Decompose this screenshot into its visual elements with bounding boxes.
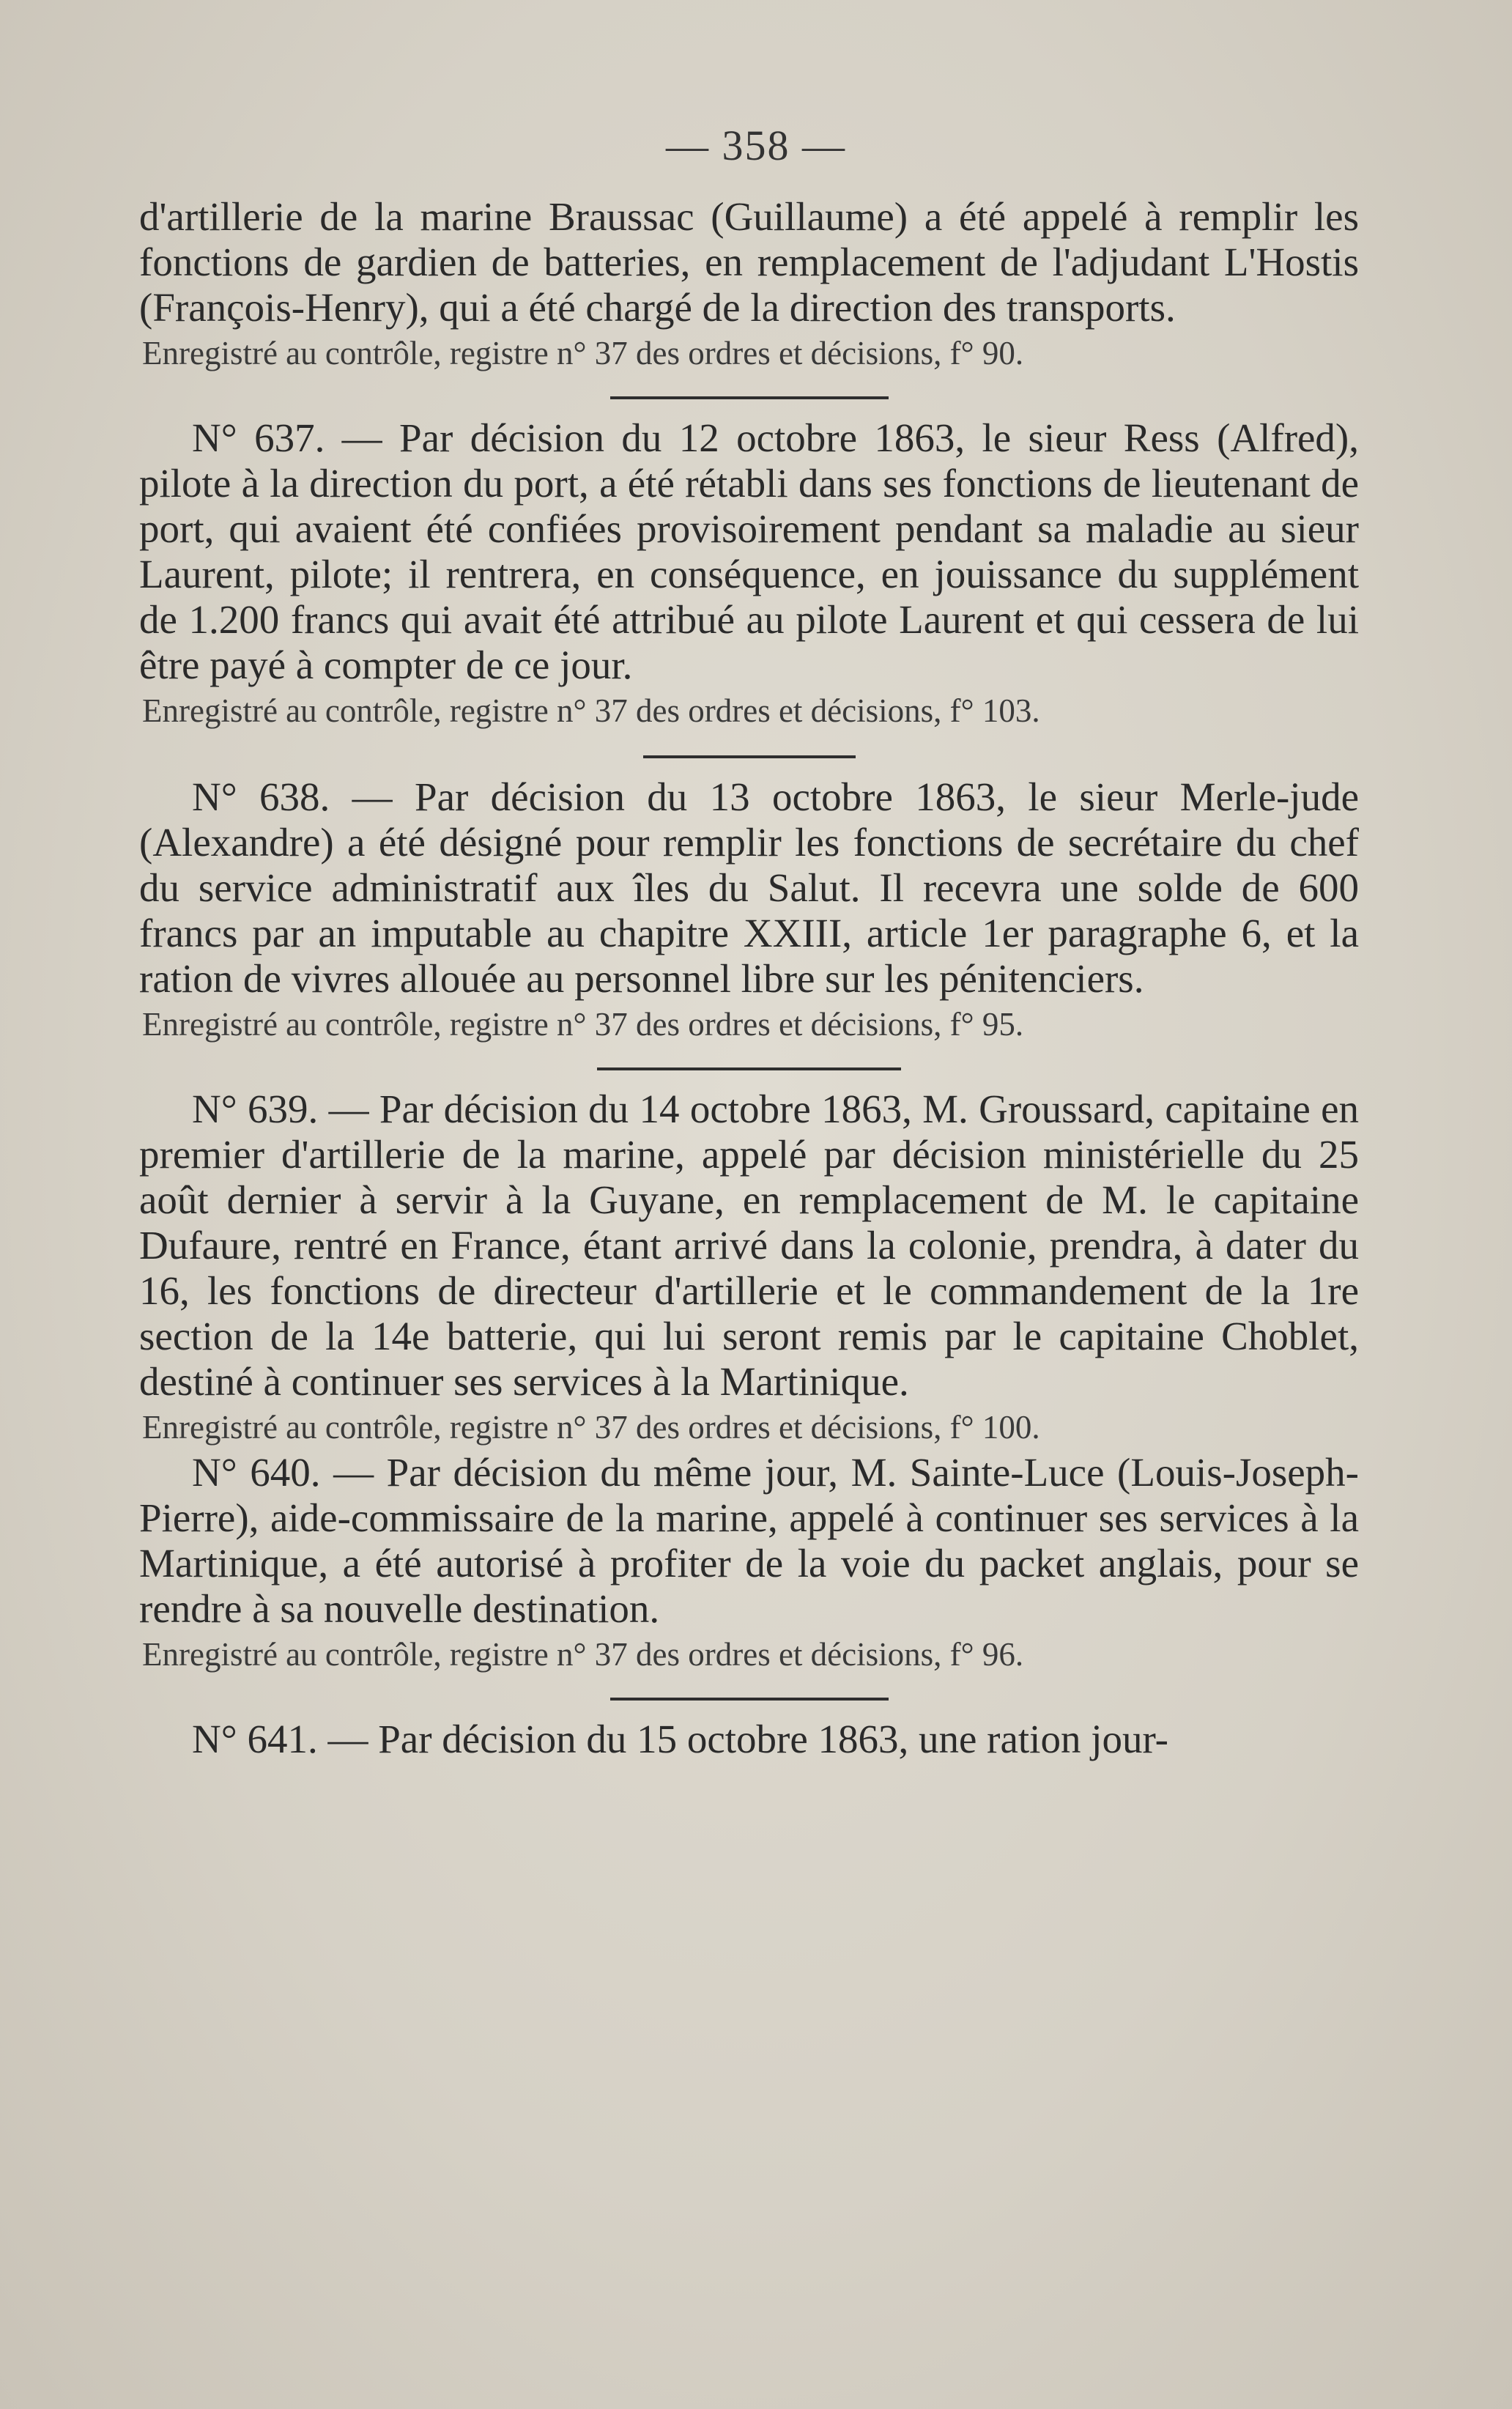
registration-note: Enregistré au contrôle, registre n° 37 des ordres et décisions, f° 103. xyxy=(142,692,1040,729)
separator-rule xyxy=(597,1067,901,1070)
page-number: — 358 — xyxy=(666,122,846,169)
paragraph-640: N° 640. — Par décision du même jour, M. Sainte-Luce (Louis-Joseph-Pierre), aide-commissaire de la marine, appelé à continuer ses services à la Martinique, a été autorisé à profiter de la voie du packet anglais, pour se rendre à sa nouvelle destination. xyxy=(139,1450,1359,1631)
separator-rule xyxy=(610,1698,889,1701)
separator-rule xyxy=(610,396,889,399)
registration-note: Enregistré au contrôle, registre n° 37 des ordres et décisions, f° 90. xyxy=(142,335,1024,371)
paragraph-continuation: d'artillerie de la marine Braussac (Guillaume) a été appelé à remplir les fonctions de gardien de batteries, en remplacement de l'adjudant L'Hostis (François-Henry), qui a été chargé de la direction des transports. xyxy=(139,194,1359,330)
registration-note: Enregistré au contrôle, registre n° 37 des ordres et décisions, f° 100. xyxy=(142,1409,1040,1446)
paragraph-641: N° 641. — Par décision du 15 octobre 1863, une ration jour- xyxy=(192,1717,1168,1761)
document-body xyxy=(139,194,1359,1762)
paragraph-638: N° 638. — Par décision du 13 octobre 1863, le sieur Merle-jude (Alexandre) a été désigné pour remplir les fonctions de secrétaire du chef du service administratif aux îles du Salut. Il recevra une solde de 600 francs par an imputable au chapitre XXIII, article 1er paragraphe 6, et la ration de vivres allouée au personnel libre sur les pénitenciers. xyxy=(139,774,1359,1001)
paragraph-637: N° 637. — Par décision du 12 octobre 1863, le sieur Ress (Alfred), pilote à la direction du port, a été rétabli dans ses fonctions de lieutenant de port, qui avaient été confiées provisoirement pendant sa maladie au sieur Laurent, pilote; il rentrera, en conséquence, en jouissance du supplément de 1.200 francs qui avait été attribué au pilote Laurent et qui cessera de lui être payé à compter de ce jour. xyxy=(139,415,1359,687)
paragraph-639: N° 639. — Par décision du 14 octobre 1863, M. Groussard, capitaine en premier d'artillerie de la marine, appelé par décision ministérielle du 25 août dernier à servir à la Guyane, en remplacement de M. le capitaine Dufaure, rentré en France, étant arrivé dans la colonie, prendra, à dater du 16, les fonctions de directeur d'artillerie et le commandement de la 1re section de la 14e batterie, qui lui seront remis par le capitaine Choblet, destiné à continuer ses services à la Martinique. xyxy=(139,1087,1359,1404)
registration-note: Enregistré au contrôle, registre n° 37 des ordres et décisions, f° 95. xyxy=(142,1006,1024,1043)
separator-rule xyxy=(643,755,856,758)
registration-note: Enregistré au contrôle, registre n° 37 des ordres et décisions, f° 96. xyxy=(142,1636,1024,1673)
